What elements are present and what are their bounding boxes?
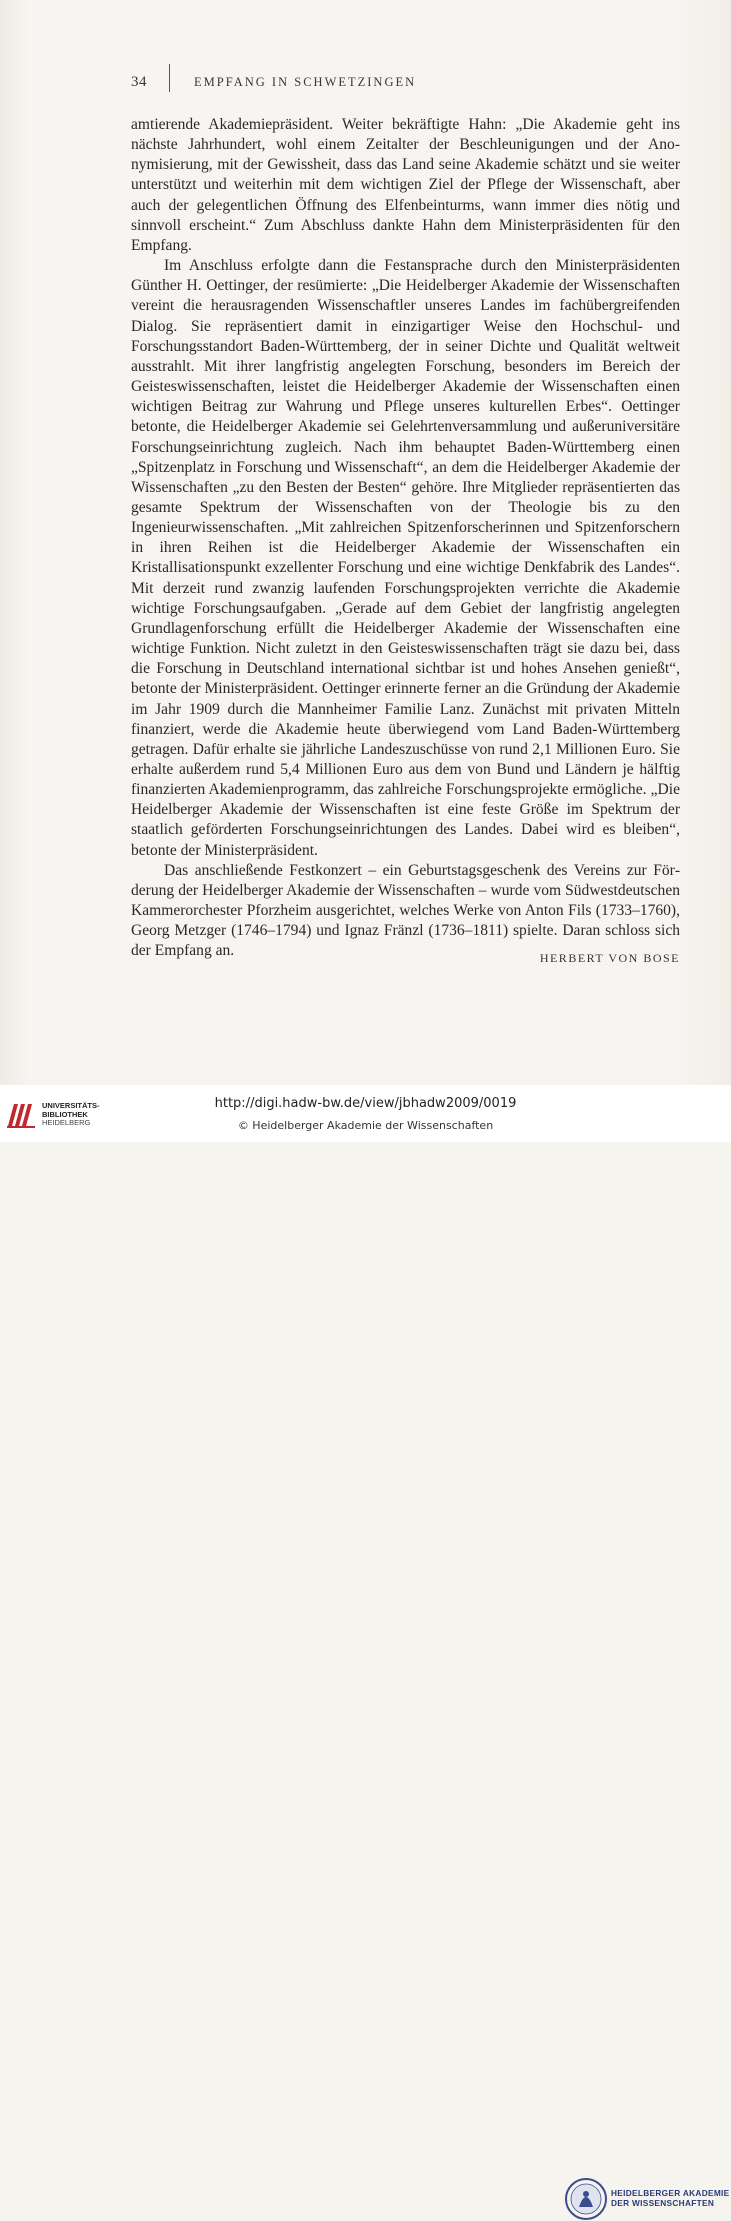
library-name-line2: BIBLIOTHEK	[42, 1109, 88, 1119]
author-signature: HERBERT VON BOSE	[539, 951, 680, 965]
running-header	[131, 68, 416, 96]
academy-name	[611, 2188, 729, 2208]
library-name-line1: UNIVERSITÄTS-	[42, 1101, 100, 1110]
paragraph: Im Anschluss erfolgte dann die Festansprache durch den Ministerpräsidenten Günther H. Oettinger, der resümierte: „Die Heidelberger Akademie der Wissenschaften vereint die herausragenden Wissenschaftler unseres Landes im fachübergreifenden Dialog. Sie repräsentiert damit in einzigartiger Weise den Hochschul- und Forschungsstandort Baden-Württemberg, der in seiner Dichte und Qualität weltweit ausstrahlt. Mit ihrer langfristig angelegten Forschung, besonders im Bereich der Geisteswissenschaften, leistet die Heidelberger Akademie der Wissenschaften einen wichtigen Beitrag zur Wahrung und Pflege unseres kulturellen Erbes“. Oettinger betonte, die Heidelberger Akademie sei Gelehrtenversammlung und außeruniversitäre Forschungseinrichtung zugleich. Nach ihm behauptet Baden-Württemberg einen „Spitzenplatz in Forschung und Wissenschaft“, an dem die Heidelberger Akademie der Wissenschaften „zu den Besten der Besten“ gehöre. Ihre Mitglieder repräsentierten das gesamte Spektrum der Wissenschaften von der Theologie bis zu den Ingenieurwissenschaften. „Mit zahlreichen Spitzenforscherinnen und Spitzenforschern in ihren Reihen ist die Heidelberger Akademie der Wissenschaften ein Kristallisationspunkt exzellenter Forschung und eine wichtige Denkfabrik des Landes“. Mit derzeit rund zwanzig laufenden Forschungsprojekten verrichte die Akademie wichtige Forschungsaufgaben. „Gerade auf dem Gebiet der langfristig angelegten Grundlagenforschung erfüllt die Heidelberger Akademie der Wissenschaften eine wichtige Funktion. Nicht zuletzt in den Geisteswissenschaften trägt sie dazu bei, dass die Forschung in Deutschland international sichtbar ist und hohes Ansehen genießt“, betonte der Ministerpräsident. Oettinger erinnerte ferner an die Gründung der Akademie im Jahr 1909 durch die Mannheimer Familie Lanz. Zunächst mit privaten Mitteln finanziert, werde die Akademie heute überwiegend vom Land Baden-Württemberg getragen. Dafür erhalte sie jährliche Landeszuschüsse von rund 2,1 Millionen Euro. Sie erhalte außerdem rund 5,4 Millionen Euro aus dem von Bund und Ländern je hälftig finanzierten Akademienprogramm, das zahlreiche Forschungsprojekte ermögliche. „Die Heidelberger Akademie der Wissenschaften ist eine feste Größe im Spektrum der staatlich geförderten Forschungseinrichtungen des Landes. Dabei wird es bleiben“, betonte der Ministerpräsident.	[131, 257, 680, 859]
copyright-notice: © Heidelberger Akademie der Wissenschaften	[237, 1119, 494, 1132]
footer-bar	[0, 1085, 731, 2208]
paragraph: amtierende Akademiepräsident. Weiter bekräftigte Hahn: „Die Akademie geht ins nächste Jahrhundert, wohl einem Zeitalter der Beschleunigungen und der Anonymisierung, mit der Gewissheit, dass das Land seine Akademie schätzt und sie weiter unterstützt und weiterhin mit dem wichtigen Ziel der Pflege der Wissenschaft, aber auch der gelegentlichen Öffnung des Elfenbeinturms, wann immer dies nötig und sinnvoll erscheint.“ Zum Abschluss dankte Hahn dem Ministerpräsidenten für den Empfang.	[131, 116, 680, 254]
permalink-url[interactable]: http://digi.hadw-bw.de/view/jbhadw2009/0019	[214, 1096, 517, 1111]
academy-name-line1: HEIDELBERGER AKADEMIE	[611, 2188, 730, 2198]
article-body	[131, 115, 680, 962]
academy-seal-icon	[564, 2177, 608, 2221]
running-title: EMPFANG IN SCHWETZINGEN	[194, 74, 417, 89]
page-number: 34	[131, 73, 147, 90]
paragraph: Das anschließende Festkonzert – ein Geburtstagsgeschenk des Vereins zur Förderung der Heidelberger Akademie der Wissenschaften – wurde vom Südwestdeutschen Kammerorchester Pforzheim ausgerichtet, welches Werke von Anton Fils (1733–1760), Georg Metzger (1746–1794) und Ignaz Fränzl (1736–1811) spielte. Daran schloss sich der Empfang an.	[131, 861, 680, 960]
academy-name-line2: DER WISSENSCHAFTEN	[611, 2198, 715, 2208]
header-divider	[169, 64, 170, 92]
scanned-page	[0, 0, 731, 1085]
library-city: HEIDELBERG	[42, 1118, 91, 1127]
